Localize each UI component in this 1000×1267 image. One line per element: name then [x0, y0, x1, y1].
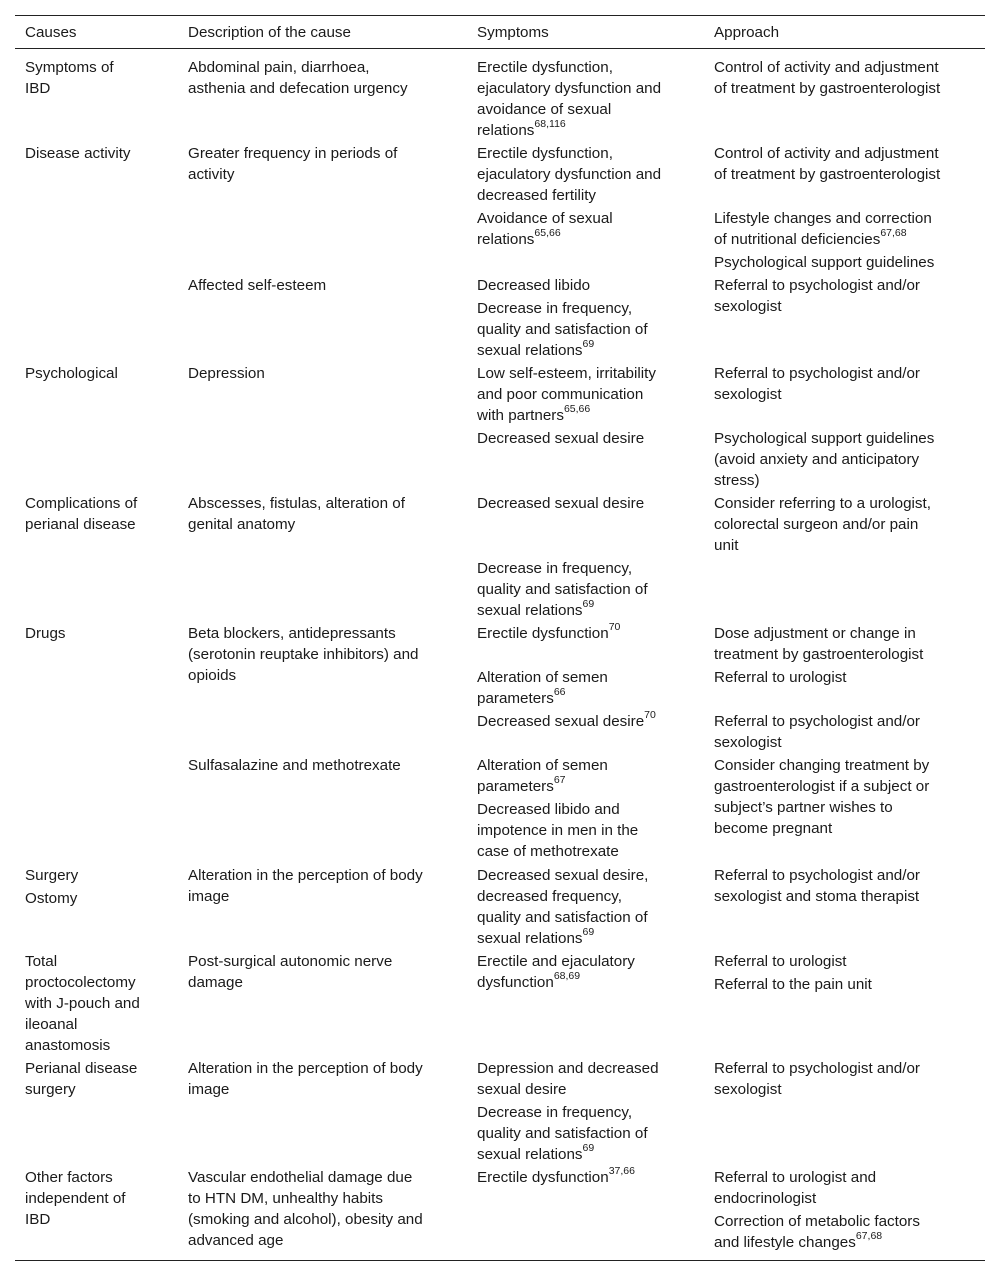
- approach-text: treatment by gastroenterologist: [714, 646, 924, 663]
- symptom-text: Alteration of semen: [477, 669, 608, 686]
- approach-item: [714, 493, 974, 556]
- symptom-item: [477, 208, 697, 250]
- approach-text: Referral to the pain unit: [714, 976, 872, 993]
- approach-item: [714, 667, 974, 688]
- approach-text: and lifestyle changes$^{67,68}$: [714, 1229, 883, 1251]
- cause-text: Symptoms of: [25, 59, 114, 76]
- approach-text: Consider referring to a urologist,: [714, 495, 931, 512]
- symptom-text: quality and satisfaction of: [477, 581, 648, 598]
- approach-text: gastroenterologist if a subject or: [714, 778, 930, 795]
- cause-cell: [25, 1058, 175, 1100]
- symptom-item: [477, 1102, 697, 1165]
- symptom-text: parameters$^{67}$: [477, 773, 566, 795]
- symptom-item: [477, 493, 697, 514]
- cause-text: surgery: [25, 1081, 76, 1098]
- symptom-text: ejaculatory dysfunction and: [477, 166, 662, 183]
- header-causes: Causes: [25, 24, 77, 41]
- table-row: [15, 57, 985, 143]
- approach-item: [714, 57, 974, 99]
- description-text: Affected self-esteem: [188, 277, 327, 294]
- symptom-text: Low self-esteem, irritability: [477, 365, 656, 382]
- approach-text: Referral to psychologist and/or: [714, 365, 920, 382]
- description-cell: [188, 623, 458, 686]
- approach-text: Psychological support guidelines: [714, 254, 935, 271]
- table-row: [15, 755, 985, 865]
- cause-text: Disease activity: [25, 145, 131, 162]
- approach-text: Referral to urologist: [714, 669, 847, 686]
- approach-cell: [714, 57, 974, 99]
- description-cell: [188, 1167, 458, 1251]
- approach-text: Referral to urologist and: [714, 1169, 877, 1186]
- symptom-item: [477, 275, 697, 296]
- approach-item: [714, 363, 974, 405]
- reference-superscript: 69: [582, 597, 595, 610]
- cause-text: Psychological: [25, 365, 118, 382]
- approach-cell: [714, 865, 974, 907]
- symptom-text: Erectile and ejaculatory: [477, 953, 635, 970]
- table-row: [15, 275, 985, 363]
- approach-item: [714, 974, 974, 995]
- table-row: [15, 865, 985, 951]
- description-cell: [188, 865, 458, 907]
- approach-text: of treatment by gastroenterologist: [714, 166, 941, 183]
- symptom-item: [477, 708, 697, 732]
- description-text: asthenia and defecation urgency: [188, 80, 408, 97]
- symptom-text: dysfunction$^{68,69}$: [477, 969, 581, 991]
- symptoms-cell: [477, 951, 697, 993]
- cause-text: Surgery: [25, 867, 79, 884]
- symptom-text: Decreased libido and: [477, 801, 620, 818]
- symptom-item: [477, 755, 697, 797]
- symptom-item: [477, 799, 697, 862]
- approach-text: sexologist: [714, 386, 782, 403]
- approach-item: [714, 623, 974, 665]
- symptom-item: [477, 363, 697, 426]
- description-text: Abscesses, fistulas, alteration of: [188, 495, 405, 512]
- cause-text: ileoanal: [25, 1016, 78, 1033]
- symptom-text: Decreased sexual desire$^{70}$: [477, 708, 656, 730]
- symptom-text: decreased frequency,: [477, 888, 622, 905]
- cause-text: IBD: [25, 1211, 51, 1228]
- symptom-text: ejaculatory dysfunction and: [477, 80, 662, 97]
- symptom-text: Avoidance of sexual: [477, 210, 613, 227]
- approach-text: Referral to psychologist and/or: [714, 277, 920, 294]
- symptom-item: [477, 298, 697, 361]
- approach-item: [714, 711, 974, 753]
- symptom-text: Erectile dysfunction,: [477, 59, 613, 76]
- symptoms-cell: [477, 57, 697, 141]
- symptom-text: sexual desire: [477, 1081, 567, 1098]
- approach-text: Dose adjustment or change in: [714, 625, 916, 642]
- description-text: image: [188, 888, 230, 905]
- symptom-text: relations$^{65,66}$: [477, 226, 561, 248]
- reference-superscript: 65,66: [534, 226, 561, 239]
- symptom-text: Alteration of semen: [477, 757, 608, 774]
- approach-text: Referral to psychologist and/or: [714, 1060, 920, 1077]
- symptom-item: [477, 951, 697, 993]
- cause-cell: [25, 143, 175, 164]
- reference-superscript: 65,66: [563, 402, 591, 415]
- description-text: Alteration in the perception of body: [188, 1060, 423, 1077]
- approach-item: [714, 1167, 974, 1209]
- description-cell: [188, 363, 458, 384]
- symptom-text: parameters$^{66}$: [477, 685, 566, 707]
- symptom-text: Decreased sexual desire,: [477, 867, 649, 884]
- approach-cell: [714, 951, 974, 995]
- description-cell: [188, 57, 458, 99]
- approach-text: Lifestyle changes and correction: [714, 210, 932, 227]
- cause-text: Other factors: [25, 1169, 113, 1186]
- description-cell: [188, 143, 458, 185]
- description-text: image: [188, 1081, 230, 1098]
- table-row: [15, 493, 985, 623]
- header-approach: Approach: [714, 24, 780, 41]
- header-description: Description of the cause: [188, 24, 351, 41]
- approach-item: [714, 275, 974, 317]
- approach-text: (avoid anxiety and anticipatory: [714, 451, 920, 468]
- cause-text: perianal disease: [25, 516, 136, 533]
- table-row: [15, 1164, 985, 1259]
- approach-text: of treatment by gastroenterologist: [714, 80, 941, 97]
- cause-cell: [25, 493, 175, 535]
- description-text: activity: [188, 166, 235, 183]
- description-text: to HTN DM, unhealthy habits: [188, 1190, 383, 1207]
- symptom-item: [477, 558, 697, 621]
- symptom-text: Decreased libido: [477, 277, 591, 294]
- approach-text: Control of activity and adjustment: [714, 145, 939, 162]
- approach-cell: [714, 275, 974, 317]
- symptoms-cell: [477, 620, 697, 732]
- reference-superscript: 67,68: [855, 1229, 883, 1242]
- description-text: Post-surgical autonomic nerve: [188, 953, 393, 970]
- approach-item: [714, 143, 974, 185]
- symptom-item: [477, 667, 697, 709]
- cause-text: Perianal disease: [25, 1060, 138, 1077]
- approach-text: Control of activity and adjustment: [714, 59, 939, 76]
- symptom-text: decreased fertility: [477, 187, 597, 204]
- cause-text: anastomosis: [25, 1037, 111, 1054]
- table-row: [15, 363, 985, 493]
- symptom-text: avoidance of sexual: [477, 101, 612, 118]
- reference-superscript: 37,66: [608, 1164, 635, 1177]
- symptoms-cell: [477, 493, 697, 621]
- approach-text: subject’s partner wishes to: [714, 799, 893, 816]
- cause-text: Total: [25, 953, 58, 970]
- symptom-text: Decrease in frequency,: [477, 1104, 633, 1121]
- table-row: [15, 1058, 985, 1167]
- reference-superscript: 67,68: [880, 226, 907, 239]
- table-row: [15, 620, 985, 755]
- symptom-text: case of methotrexate: [477, 843, 619, 860]
- approach-item: [714, 252, 974, 273]
- symptom-text: sexual relations$^{69}$: [477, 597, 595, 619]
- reference-superscript: 66: [553, 685, 566, 698]
- description-text: opioids: [188, 667, 237, 684]
- description-text: genital anatomy: [188, 516, 296, 533]
- symptom-item: [477, 865, 697, 949]
- header-symptoms: Symptoms: [477, 24, 549, 41]
- symptom-text: impotence in men in the: [477, 822, 639, 839]
- table-row: [15, 143, 985, 275]
- description-text: damage: [188, 974, 243, 991]
- table-header: [15, 15, 985, 49]
- symptoms-cell: [477, 363, 697, 449]
- symptom-text: sexual relations$^{69}$: [477, 1141, 595, 1163]
- approach-item: [714, 1058, 974, 1100]
- approach-text: Correction of metabolic factors: [714, 1213, 920, 1230]
- symptom-text: and poor communication: [477, 386, 644, 403]
- cause-text: proctocolectomy: [25, 974, 136, 991]
- description-text: (smoking and alcohol), obesity and: [188, 1211, 423, 1228]
- symptom-text: with partners$^{65,66}$: [477, 402, 591, 424]
- cause-cell: [25, 57, 175, 99]
- approach-item: [714, 865, 974, 907]
- table-bottom-rule: [15, 1260, 985, 1261]
- description-cell: [188, 951, 458, 993]
- symptom-text: sexual relations$^{69}$: [477, 337, 595, 359]
- cause-text: Complications of: [25, 495, 138, 512]
- approach-text: sexologist: [714, 298, 782, 315]
- reference-superscript: 69: [582, 337, 595, 350]
- symptom-text: sexual relations$^{69}$: [477, 925, 595, 947]
- approach-cell: [714, 755, 974, 839]
- symptom-text: quality and satisfaction of: [477, 909, 648, 926]
- approach-text: Referral to urologist: [714, 953, 847, 970]
- reference-superscript: 68,69: [553, 969, 581, 982]
- description-cell: [188, 493, 458, 535]
- description-text: Greater frequency in periods of: [188, 145, 398, 162]
- description-text: (serotonin reuptake inhibitors) and: [188, 646, 419, 663]
- symptoms-cell: [477, 143, 697, 250]
- symptoms-cell: [477, 865, 697, 949]
- description-text: Depression: [188, 365, 265, 382]
- symptom-item: [477, 1164, 697, 1188]
- symptom-text: quality and satisfaction of: [477, 321, 648, 338]
- cause-text: Ostomy: [25, 890, 78, 907]
- approach-text: endocrinologist: [714, 1190, 817, 1207]
- cause-text: Drugs: [25, 625, 66, 642]
- description-text: Sulfasalazine and methotrexate: [188, 757, 401, 774]
- symptom-item: [477, 57, 697, 141]
- symptom-text: Depression and decreased: [477, 1060, 659, 1077]
- reference-superscript: 69: [582, 925, 595, 938]
- approach-text: colorectal surgeon and/or pain: [714, 516, 919, 533]
- approach-item: [714, 208, 974, 250]
- symptoms-cell: [477, 1164, 697, 1188]
- reference-superscript: 67: [553, 773, 566, 786]
- symptom-text: Decrease in frequency,: [477, 560, 633, 577]
- description-text: Beta blockers, antidepressants: [188, 625, 396, 642]
- approach-item: [714, 1211, 974, 1253]
- reference-superscript: 70: [644, 708, 656, 721]
- cause-cell: [25, 1167, 175, 1230]
- symptoms-cell: [477, 755, 697, 862]
- cause-text: with J-pouch and: [25, 995, 140, 1012]
- cause-text: IBD: [25, 80, 51, 97]
- cause-text: independent of: [25, 1190, 126, 1207]
- approach-cell: [714, 1167, 974, 1253]
- approach-cell: [714, 623, 974, 753]
- reference-superscript: 70: [608, 620, 621, 633]
- approach-text: become pregnant: [714, 820, 833, 837]
- symptom-text: Erectile dysfunction$^{70}$: [477, 620, 621, 642]
- reference-superscript: 68,116: [534, 117, 566, 130]
- approach-cell: [714, 493, 974, 556]
- symptom-text: relations$^{68,116}$: [477, 117, 566, 139]
- symptom-item: [477, 143, 697, 206]
- description-cell: [188, 755, 458, 776]
- approach-item: [714, 755, 974, 839]
- description-text: Vascular endothelial damage due: [188, 1169, 413, 1186]
- symptom-text: Decrease in frequency,: [477, 300, 633, 317]
- description-cell: [188, 275, 458, 296]
- approach-cell: [714, 143, 974, 273]
- approach-text: sexologist: [714, 1081, 782, 1098]
- approach-item: [714, 428, 974, 491]
- cause-cell: [25, 363, 175, 384]
- description-text: Abdominal pain, diarrhoea,: [188, 59, 370, 76]
- symptoms-cell: [477, 275, 697, 361]
- symptom-text: quality and satisfaction of: [477, 1125, 648, 1142]
- approach-text: of nutritional deficiencies$^{67,68}$: [714, 226, 907, 248]
- cause-cell: [25, 951, 175, 1056]
- causes-table: [15, 15, 985, 1251]
- approach-text: Referral to psychologist and/or: [714, 867, 920, 884]
- cause-cell: [25, 623, 175, 644]
- approach-text: Psychological support guidelines: [714, 430, 935, 447]
- approach-text: Referral to psychologist and/or: [714, 713, 920, 730]
- description-text: Alteration in the perception of body: [188, 867, 423, 884]
- symptom-item: [477, 428, 697, 449]
- symptom-text: Erectile dysfunction$^{37,66}$: [477, 1164, 635, 1186]
- table-row: [15, 951, 985, 1058]
- symptom-text: Erectile dysfunction,: [477, 145, 613, 162]
- approach-text: sexologist and stoma therapist: [714, 888, 920, 905]
- symptom-item: [477, 620, 697, 644]
- approach-text: Consider changing treatment by: [714, 757, 930, 774]
- description-cell: [188, 1058, 458, 1100]
- approach-text: sexologist: [714, 734, 782, 751]
- approach-text: unit: [714, 537, 739, 554]
- description-text: advanced age: [188, 1232, 284, 1249]
- approach-cell: [714, 1058, 974, 1100]
- approach-text: stress): [714, 472, 760, 489]
- symptom-item: [477, 1058, 697, 1100]
- symptoms-cell: [477, 1058, 697, 1165]
- cause-cell: [25, 865, 175, 909]
- approach-cell: [714, 363, 974, 491]
- symptom-text: Decreased sexual desire: [477, 430, 645, 447]
- approach-item: [714, 951, 974, 972]
- reference-superscript: 69: [582, 1141, 595, 1154]
- symptom-text: Decreased sexual desire: [477, 495, 645, 512]
